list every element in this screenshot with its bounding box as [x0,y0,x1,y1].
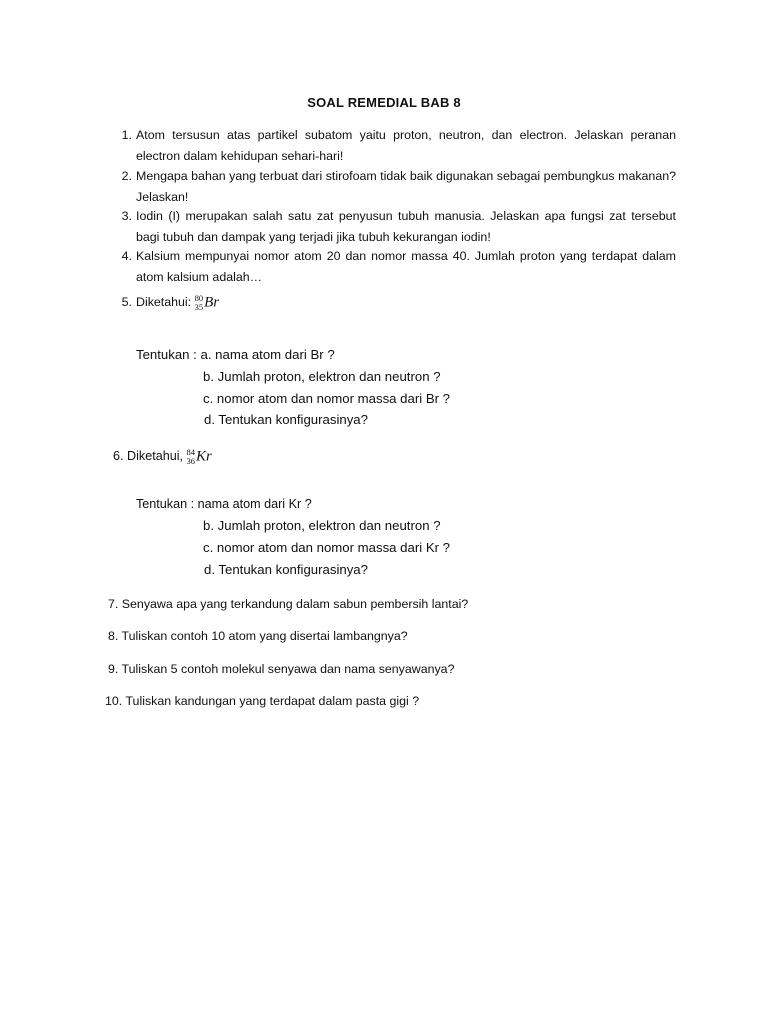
question-7: 7. Senyawa apa yang terkandung dalam sabun pembersih lantai? [108,597,469,611]
nuclide-br [195,292,220,313]
question-8: 8. Tuliskan contoh 10 atom yang disertai lambangnya? [108,629,408,643]
q6-part-a: Tentukan : nama atom dari Kr ? [136,497,312,511]
question-number: 2. [121,169,132,183]
q6-part-b: b. Jumlah proton, elektron dan neutron ? [203,518,441,533]
question-text: Kalsium mempunyai nomor atom 20 dan nomor massa 40. Jumlah proton yang terdapat dalam atom kalsium adalah… [136,249,676,284]
question-2 [104,166,676,207]
question-text: Atom tersusun atas partikel subatom yaitu proton, neutron, dan electron. Jelaskan peranan electron dalam kehidupan sehari-hari! [136,128,676,163]
question-number: 3. [121,209,132,223]
question-number: 4. [121,249,132,263]
question-text [136,292,676,313]
question-number: 5. [121,295,132,309]
atomic-number: 36 [186,456,196,466]
element-symbol: Kr [196,449,212,465]
q6-part-c: c. nomor atom dan nomor massa dari Kr ? [203,540,451,555]
given-label: 6. Diketahui, [113,449,184,463]
page-title: SOAL REMEDIAL BAB 8 [307,95,461,110]
given-label: Diketahui: [136,295,192,309]
q5-part-c: c. nomor atom dan nomor massa dari Br ? [203,391,451,406]
q6-part-d: d. Tentukan konfigurasinya? [204,562,368,577]
question-6 [113,447,212,466]
q5-part-d: d. Tentukan konfigurasinya? [204,412,368,427]
atomic-number: 35 [194,301,204,312]
question-number: 1. [121,128,132,142]
question-5 [104,292,676,313]
nuclide-kr [187,447,212,466]
question-9: 9. Tuliskan 5 contoh molekul senyawa dan nama senyawanya? [108,662,455,676]
q5-part-b: b. Jumlah proton, elektron dan neutron ? [203,369,441,384]
element-symbol: Br [204,294,220,311]
question-3 [104,206,676,247]
q5-part-a: Tentukan : a. nama atom dari Br ? [136,347,335,362]
question-10: 10. Tuliskan kandungan yang terdapat dalam pasta gigi ? [105,694,420,708]
question-text: Mengapa bahan yang terbuat dari stirofoam tidak baik digunakan sebagai pembungkus makanan? Jelaskan! [136,169,676,204]
question-4 [104,246,676,287]
mass-number: 84 [186,447,196,457]
mass-number: 80 [194,292,204,303]
question-1 [104,125,676,166]
question-text: Iodin (I) merupakan salah satu zat penyusun tubuh manusia. Jelaskan apa fungsi zat tersebut bagi tubuh dan dampak yang terjadi jika tubuh kekurangan iodin! [136,209,676,244]
